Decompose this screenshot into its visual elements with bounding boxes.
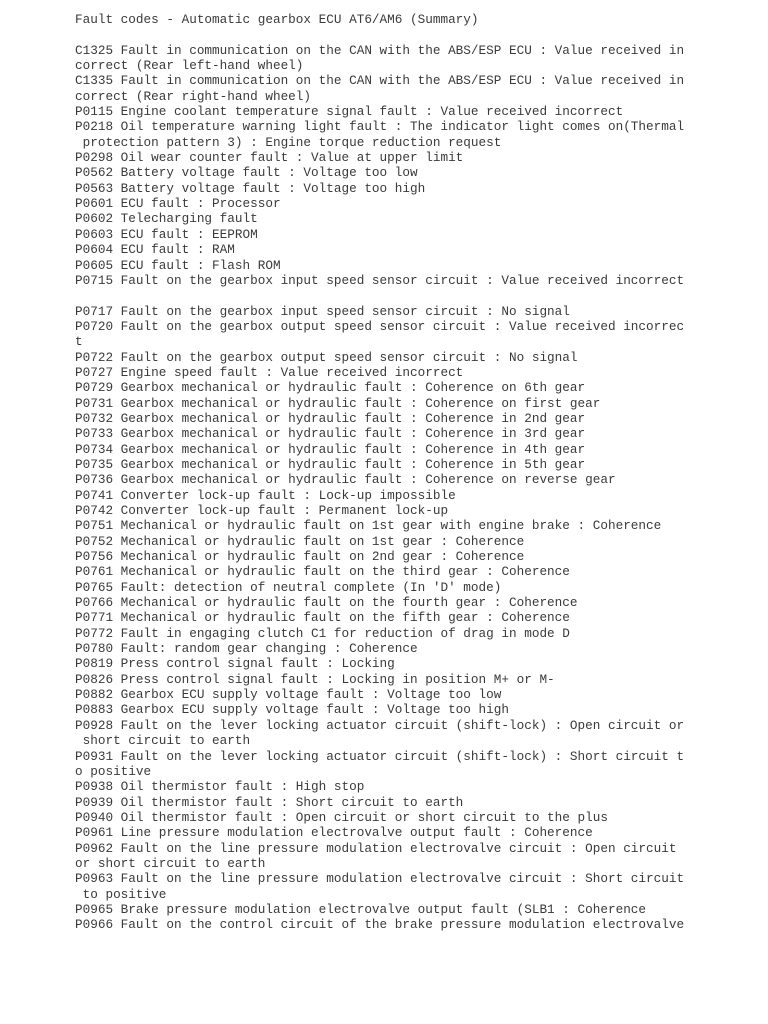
- fault-code-line: P0931 Fault on the lever locking actuator circuit (shift-lock) : Short circuit t: [75, 748, 685, 764]
- fault-code-line: P0965 Brake pressure modulation electrovalve output fault (SLB1 : Coherence: [75, 901, 647, 917]
- fault-code-line: [75, 288, 768, 303]
- fault-code-line: P0928 Fault on the lever locking actuator circuit (shift-lock) : Open circuit or: [75, 717, 685, 733]
- fault-code-line: P0720 Fault on the gearbox output speed sensor circuit : Value received incorrec: [75, 318, 685, 334]
- fault-code-line: P0766 Mechanical or hydraulic fault on the fourth gear : Coherence: [75, 595, 578, 611]
- fault-code-line: P0961 Line pressure modulation electrovalve output fault : Coherence: [75, 825, 593, 841]
- fault-code-line: to positive: [75, 886, 167, 902]
- fault-code-line: C1335 Fault in communication on the CAN with the ABS/ESP ECU : Value received in: [75, 73, 685, 89]
- fault-code-line: correct (Rear left-hand wheel): [75, 58, 304, 74]
- fault-code-line: P0734 Gearbox mechanical or hydraulic fault : Coherence in 4th gear: [75, 441, 586, 457]
- fault-code-line: P0742 Converter lock-up fault : Permanent lock-up: [75, 503, 449, 518]
- fault-code-line: P0938 Oil thermistor fault : High stop: [75, 779, 365, 795]
- fault-code-line: or short circuit to earth: [75, 855, 266, 871]
- fault-code-line: P0883 Gearbox ECU supply voltage fault : Voltage too high: [75, 702, 509, 718]
- document-title: Fault codes - Automatic gearbox ECU AT6/AM6 (Summary): [75, 12, 479, 27]
- fault-code-line: P0732 Gearbox mechanical or hydraulic fault : Coherence in 2nd gear: [75, 410, 586, 426]
- fault-code-line: P0765 Fault: detection of neutral complete (In 'D' mode): [75, 579, 502, 595]
- fault-code-line: P0780 Fault: random gear changing : Coherence: [75, 641, 418, 657]
- fault-code-line: P0717 Fault on the gearbox input speed sensor circuit : No signal: [75, 303, 570, 319]
- fault-code-line: P0298 Oil wear counter fault : Value at upper limit: [75, 150, 464, 166]
- fault-code-line: P0602 Telecharging fault: [75, 211, 258, 227]
- fault-code-line: P0727 Engine speed fault : Value received incorrect: [75, 364, 464, 380]
- fault-code-line: P0882 Gearbox ECU supply voltage fault : Voltage too low: [75, 687, 502, 703]
- fault-code-line: P0729 Gearbox mechanical or hydraulic fault : Coherence on 6th gear: [75, 380, 586, 396]
- fault-code-line: P0940 Oil thermistor fault : Open circuit or short circuit to the plus: [75, 809, 608, 825]
- fault-code-line: P0751 Mechanical or hydraulic fault on 1st gear with engine brake : Coherence: [75, 518, 662, 534]
- fault-code-line: P0752 Mechanical or hydraulic fault on 1st gear : Coherence: [75, 533, 525, 549]
- fault-code-line: P0962 Fault on the line pressure modulation electrovalve circuit : Open circuit: [75, 840, 677, 856]
- fault-code-line: P0741 Converter lock-up fault : Lock-up impossible: [75, 487, 456, 503]
- fault-code-line: t: [75, 334, 83, 350]
- fault-code-line: P0771 Mechanical or hydraulic fault on the fifth gear : Coherence: [75, 610, 570, 626]
- fault-code-line: P0115 Engine coolant temperature signal fault : Value received incorrect: [75, 104, 624, 120]
- fault-code-line: P0715 Fault on the gearbox input speed sensor circuit : Value received incorrect: [75, 272, 685, 288]
- fault-code-line: P0939 Oil thermistor fault : Short circuit to earth: [75, 794, 464, 810]
- fault-code-line: P0605 ECU fault : Flash ROM: [75, 257, 281, 273]
- fault-code-line: protection pattern 3) : Engine torque reduction request: [75, 134, 502, 150]
- fault-code-line: P0731 Gearbox mechanical or hydraulic fault : Coherence on first gear: [75, 395, 601, 411]
- fault-code-line: correct (Rear right-hand wheel): [75, 88, 312, 104]
- fault-code-line: P0563 Battery voltage fault : Voltage too high: [75, 180, 426, 196]
- fault-code-line: P0733 Gearbox mechanical or hydraulic fault : Coherence in 3rd gear: [75, 426, 586, 442]
- fault-code-line: P0601 ECU fault : Processor: [75, 196, 281, 212]
- fault-code-line: P0963 Fault on the line pressure modulation electrovalve circuit : Short circuit: [75, 871, 685, 887]
- fault-code-line: P0819 Press control signal fault : Locking: [75, 656, 395, 672]
- fault-code-line: o positive: [75, 763, 152, 779]
- fault-code-line: P0826 Press control signal fault : Locking in position M+ or M-: [75, 671, 555, 687]
- fault-code-line: P0603 ECU fault : EEPROM: [75, 226, 258, 242]
- fault-code-line: P0218 Oil temperature warning light fault : The indicator light comes on(Thermal: [75, 119, 685, 135]
- fault-code-line: C1325 Fault in communication on the CAN with the ABS/ESP ECU : Value received in: [75, 42, 685, 58]
- fault-code-line: P0562 Battery voltage fault : Voltage too low: [75, 165, 418, 181]
- fault-code-line: short circuit to earth: [75, 733, 251, 749]
- fault-code-line: P0772 Fault in engaging clutch C1 for reduction of drag in mode D: [75, 625, 570, 641]
- fault-code-line: P0736 Gearbox mechanical or hydraulic fault : Coherence on reverse gear: [75, 472, 616, 488]
- fault-code-line: P0756 Mechanical or hydraulic fault on 2nd gear : Coherence: [75, 549, 525, 565]
- fault-code-line: P0604 ECU fault : RAM: [75, 242, 235, 258]
- fault-code-line: P0735 Gearbox mechanical or hydraulic fault : Coherence in 5th gear: [75, 456, 586, 472]
- fault-code-line: P0966 Fault on the control circuit of the brake pressure modulation electrovalve: [75, 917, 685, 933]
- fault-code-list: [75, 43, 768, 933]
- fault-code-line: P0761 Mechanical or hydraulic fault on the third gear : Coherence: [75, 564, 570, 580]
- fault-code-line: P0722 Fault on the gearbox output speed sensor circuit : No signal: [75, 349, 578, 365]
